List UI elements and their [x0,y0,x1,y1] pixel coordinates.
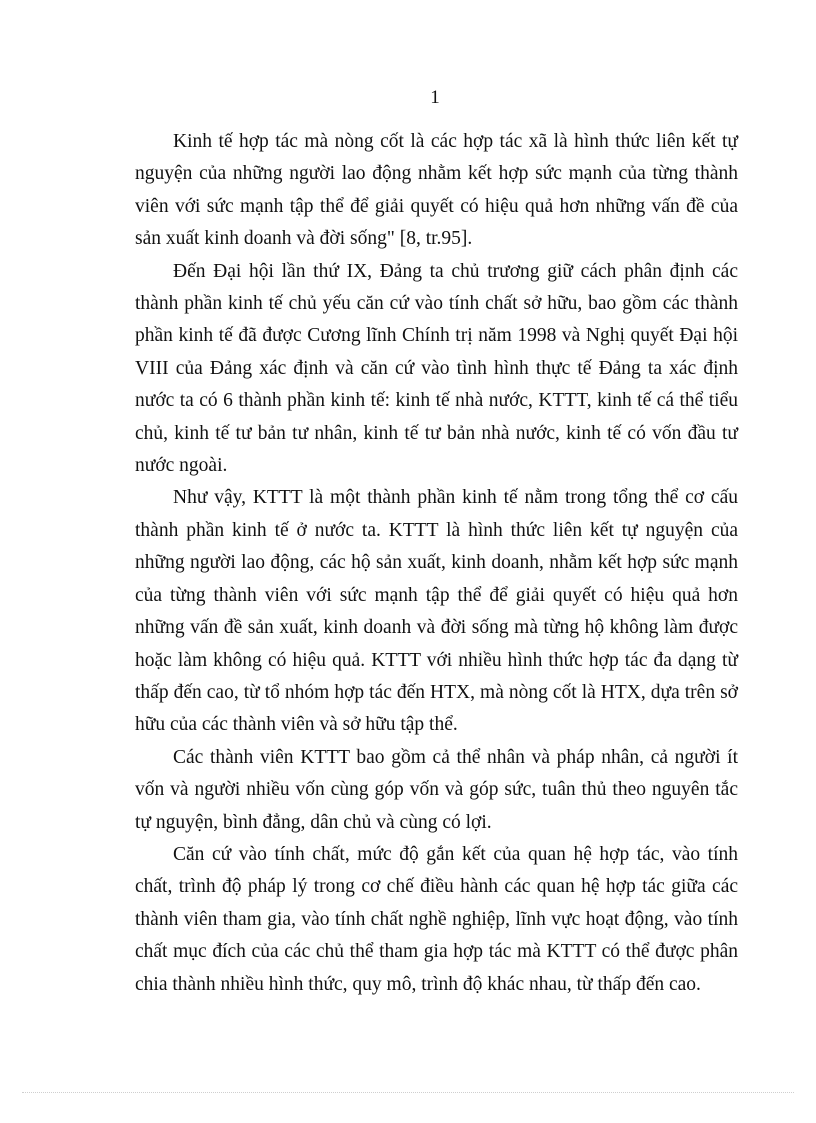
page-number: 1 [430,87,440,108]
document-body [135,126,738,1001]
page-bottom-divider [22,1092,794,1093]
paragraph-4: Các thành viên KTTT bao gồm cả thể nhân và pháp nhân, cả người ít vốn và người nhiều vốn cùng góp vốn và góp sức, tuân thủ theo nguyên tắc tự nguyện, bình đẳng, dân chủ và cùng có lợi. [135,746,738,833]
paragraph-5: Căn cứ vào tính chất, mức độ gắn kết của quan hệ hợp tác, vào tính chất, trình độ pháp lý trong cơ chế điều hành các quan hệ hợp tác giữa các thành viên tham gia, vào tính chất nghề nghiệp, lĩnh vực hoạt động, vào tính chất mục đích của các chủ thể tham gia hợp tác mà KTTT có thể được phân chia thành nhiều hình thức, quy mô, trình độ khác nhau, từ thấp đến cao. [135,843,738,995]
paragraph-3: Như vậy, KTTT là một thành phần kinh tế nằm trong tổng thể cơ cấu thành phần kinh tế ở nước ta. KTTT là hình thức liên kết tự nguyện của những người lao động, các hộ sản xuất, kinh doanh, nhằm kết hợp sức mạnh của từng thành viên với sức mạnh tập thể để giải quyết có hiệu quả hơn những vấn đề sản xuất, kinh doanh và đời sống mà từng hộ không làm được hoặc làm không có hiệu quả. KTTT với nhiều hình thức hợp tác đa dạng từ thấp đến cao, từ tổ nhóm hợp tác đến HTX, mà nòng cốt là HTX, dựa trên sở hữu của các thành viên và sở hữu tập thể. [135,487,738,736]
paragraph-2: Đến Đại hội lần thứ IX, Đảng ta chủ trương giữ cách phân định các thành phần kinh tế chủ yếu căn cứ vào tính chất sở hữu, bao gồm các thành phần kinh tế đã được Cương lĩnh Chính trị năm 1998 và Nghị quyết Đại hội VIII của Đảng xác định và căn cứ vào tình hình thực tế Đảng ta xác định nước ta có 6 thành phần kinh tế: kinh tế nhà nước, KTTT, kinh tế cá thể tiểu chủ, kinh tế tư bản tư nhân, kinh tế tư bản nhà nước, kinh tế có vốn đầu tư nước ngoài. [135,260,738,477]
paragraph-1: Kinh tế hợp tác mà nòng cốt là các hợp tác xã là hình thức liên kết tự nguyện của những người lao động nhằm kết hợp sức mạnh của từng thành viên với sức mạnh tập thể để giải quyết có hiệu quả hơn những vấn đề của sản xuất kinh doanh và đời sống" [8, tr.95]. [135,131,738,250]
